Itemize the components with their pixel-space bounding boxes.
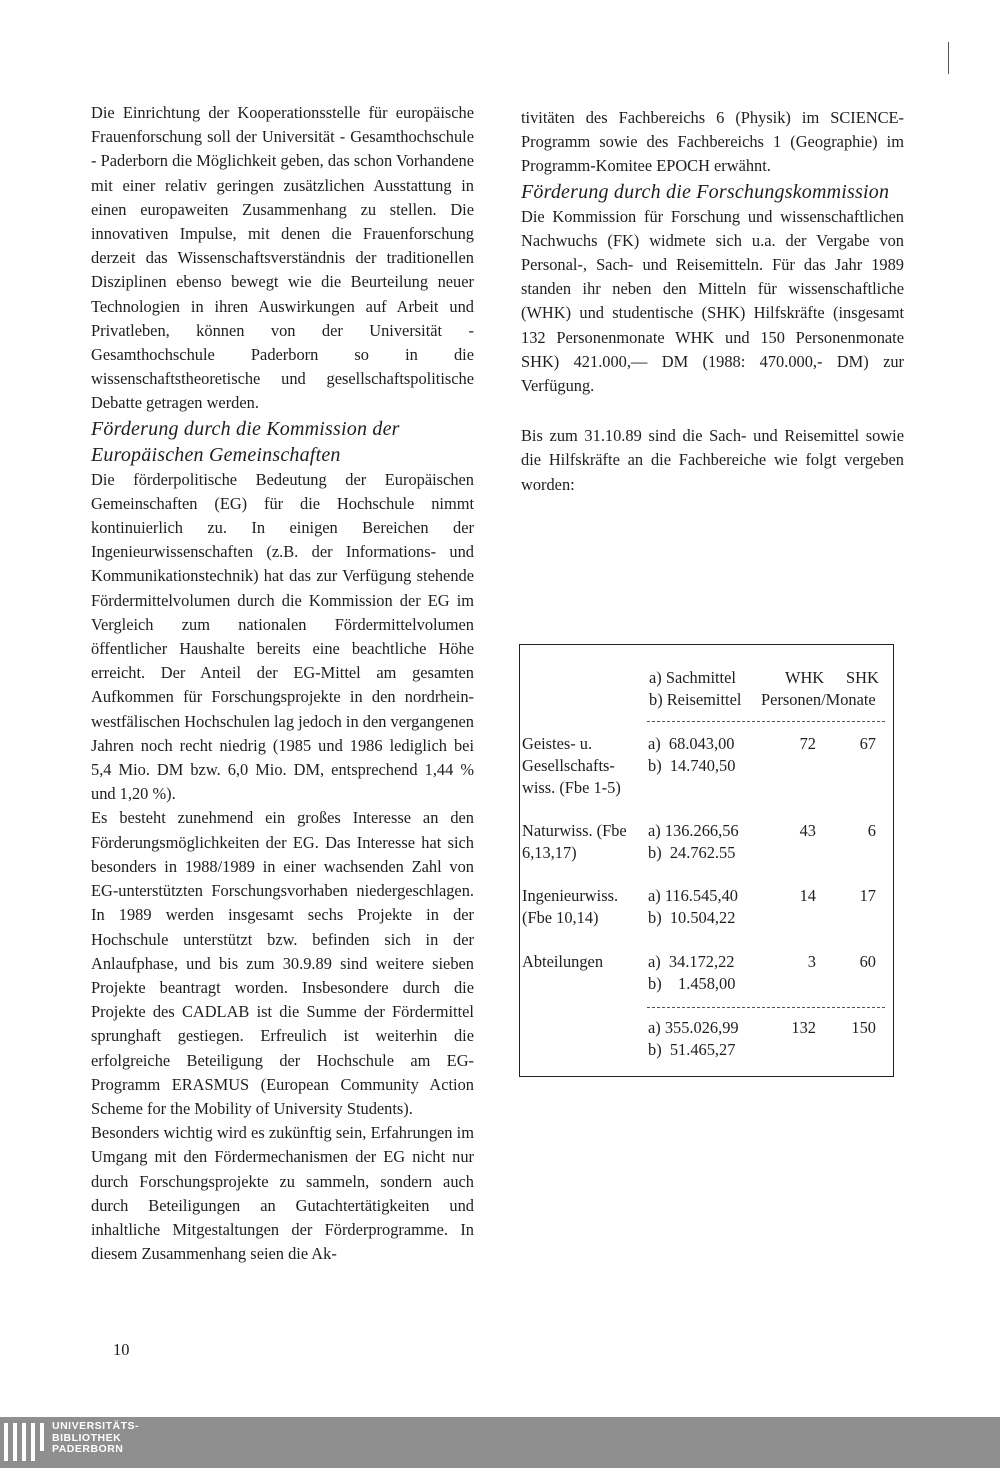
row-reisemittel: b) 1.458,00 xyxy=(648,974,736,993)
total-shk: 150 xyxy=(851,1018,876,1037)
row-whk: 3 xyxy=(807,952,816,971)
right-column xyxy=(521,106,904,497)
row-shk: 67 xyxy=(859,734,876,753)
header-shk: SHK xyxy=(846,668,879,687)
row-whk: 43 xyxy=(799,821,816,840)
row-label: Ingenieurwiss. (Fbe 10,14) xyxy=(522,886,619,927)
table-divider xyxy=(647,721,885,722)
header-personen-monate: Personen/Monate xyxy=(761,690,876,709)
row-whk: 14 xyxy=(799,886,816,905)
library-footer xyxy=(0,1417,1000,1468)
header-whk: WHK xyxy=(785,668,825,687)
left-paragraph-4: Besonders wichtig wird es zukünftig sein, Erfahrungen im Umgang mit den Fördermechanismen der EG nicht nur durch Forschungsprojekte zu sammeln, sondern auch durch Beteiligungen an Gutachtertätigkeiten und inhaltliche Mitgestaltungen der Förderprogramme. In diesem Zusammenhang seien die Ak- xyxy=(91,1123,474,1264)
margin-mark xyxy=(948,42,949,74)
right-paragraph-3: Bis zum 31.10.89 sind die Sach- und Reisemittel sowie die Hilfskräfte an die Fachbereiche wie folgt vergeben worden: xyxy=(521,426,904,494)
right-section-heading: Förderung durch die Forschungskommission xyxy=(521,180,890,203)
row-reisemittel: b) 14.740,50 xyxy=(648,756,736,775)
row-label: Abteilungen xyxy=(522,952,604,971)
row-label: Naturwiss. (Fbe 6,13,17) xyxy=(522,821,627,862)
left-column xyxy=(91,101,474,1266)
row-shk: 60 xyxy=(859,952,876,971)
row-reisemittel: b) 10.504,22 xyxy=(648,908,736,927)
header-reisemittel: b) Reisemittel xyxy=(649,690,742,709)
header-sachmittel: a) Sachmittel xyxy=(649,668,736,687)
row-shk: 17 xyxy=(859,886,876,905)
row-sachmittel: a) 68.043,00 xyxy=(648,734,735,753)
table-total-divider xyxy=(647,1007,885,1008)
total-reisemittel: b) 51.465,27 xyxy=(648,1040,736,1059)
left-section-heading: Förderung durch die Kommission der Europäischen Gemeinschaften xyxy=(91,417,400,466)
right-paragraph-1: tivitäten des Fachbereichs 6 (Physik) im SCIENCE-Programm sowie des Fachbereichs 1 (Geographie) im Programm-Komitee EPOCH erwähnt. xyxy=(521,108,904,176)
left-paragraph-1: Die Einrichtung der Kooperationsstelle für europäische Frauenforschung soll der Universität - Gesamthochschule - Paderborn die Möglichkeit geben, das schon Vorhandene mit einer relativ geringen zusätzlichen Ausstattung in einen europaweiten Zusammenhang zu stellen. Die innovativen Impulse, mit denen die Frauenforschung derzeit das Wissenschaftsverständnis der traditionellen Disziplinen ebenso bewegt wie die Beurteilung neuer Technologien in ihren Auswirkungen auf Arbeit und Privatleben, können von der Universität - Gesamthochschule Paderborn so in die wissenschaftstheoretische und gesellschaftspolitische Debatte getragen werden. xyxy=(91,103,474,413)
row-shk: 6 xyxy=(867,821,876,840)
row-sachmittel: a) 34.172,22 xyxy=(648,952,735,971)
row-sachmittel: a) 136.266,56 xyxy=(648,821,739,840)
total-sachmittel: a) 355.026,99 xyxy=(648,1018,739,1037)
library-logo-text: UNIVERSITÄTS- BIBLIOTHEK PADERBORN xyxy=(52,1420,140,1455)
row-reisemittel: b) 24.762.55 xyxy=(648,843,736,862)
right-paragraph-2: Die Kommission für Forschung und wissenschaftlichen Nachwuchs (FK) widmete sich u.a. der Vergabe von Personal-, Sach- und Reisemitteln. Für das Jahr 1989 standen ihr neben den Mitteln für wissenschaftliche (WHK) und studentische (SHK) Hilfskräfte (insgesamt 132 Personenmonate WHK und 150 Personenmonate SHK) 421.000,— DM (1988: 470.000,- DM) zur Verfügung. xyxy=(521,206,904,396)
page-number: 10 xyxy=(113,1340,130,1359)
left-paragraph-2: Die förderpolitische Bedeutung der Europäischen Gemeinschaften (EG) für die Hochschule nimmt kontinuierlich zu. In einigen Bereichen der Ingenieurwissenschaften (z.B. der Informations- und Kommunikationstechnik) hat das zur Verfügung stehende Fördermittelvolumen durch die Kommission der EG im Vergleich zum nationalen Fördermittelvolumen öffentlicher Haushalte bereits eine beachtliche Höhe erreicht. Der Anteil der EG-Mittel am gesamten Aufkommen für Forschungsprojekte in den nordrhein-westfälischen Hochschulen lag jedoch in den vergangenen Jahren noch recht niedrig (1985 und 1986 lediglich bei 5,4 Mio. DM bzw. 6,0 Mio. DM, entsprechend 1,44 % und 1,20 %). xyxy=(91,469,474,804)
row-sachmittel: a) 116.545,40 xyxy=(648,886,738,905)
row-label: Geistes- u. Gesellschafts- wiss. (Fbe 1-5) xyxy=(522,734,621,797)
left-paragraph-3: Es besteht zunehmend ein großes Interesse an den Förderungsmöglichkeiten der EG. Das Interesse hat sich besonders in 1988/1989 in einer wachsenden Zahl von EG-unterstützten Forschungsvorhaben niedergeschlagen. In 1989 werden insgesamt sechs Projekte in der Hochschule unterstützt bzw. befinden sich in der Anlaufphase, und bis zum 30.9.89 sind weitere sieben Projekte beantragt worden. Insbesondere durch die Projekte des CADLAB ist die Summe der Fördermittel sprunghaft gestiegen. Erfreulich ist weiterhin die erfolgreiche Beteiligung der Hochschule am EG-Programm ERASMUS (European Community Action Scheme for the Mobility of University Students). xyxy=(91,808,474,1118)
row-whk: 72 xyxy=(799,734,816,753)
total-whk: 132 xyxy=(791,1018,816,1037)
funding-table xyxy=(519,644,894,1077)
